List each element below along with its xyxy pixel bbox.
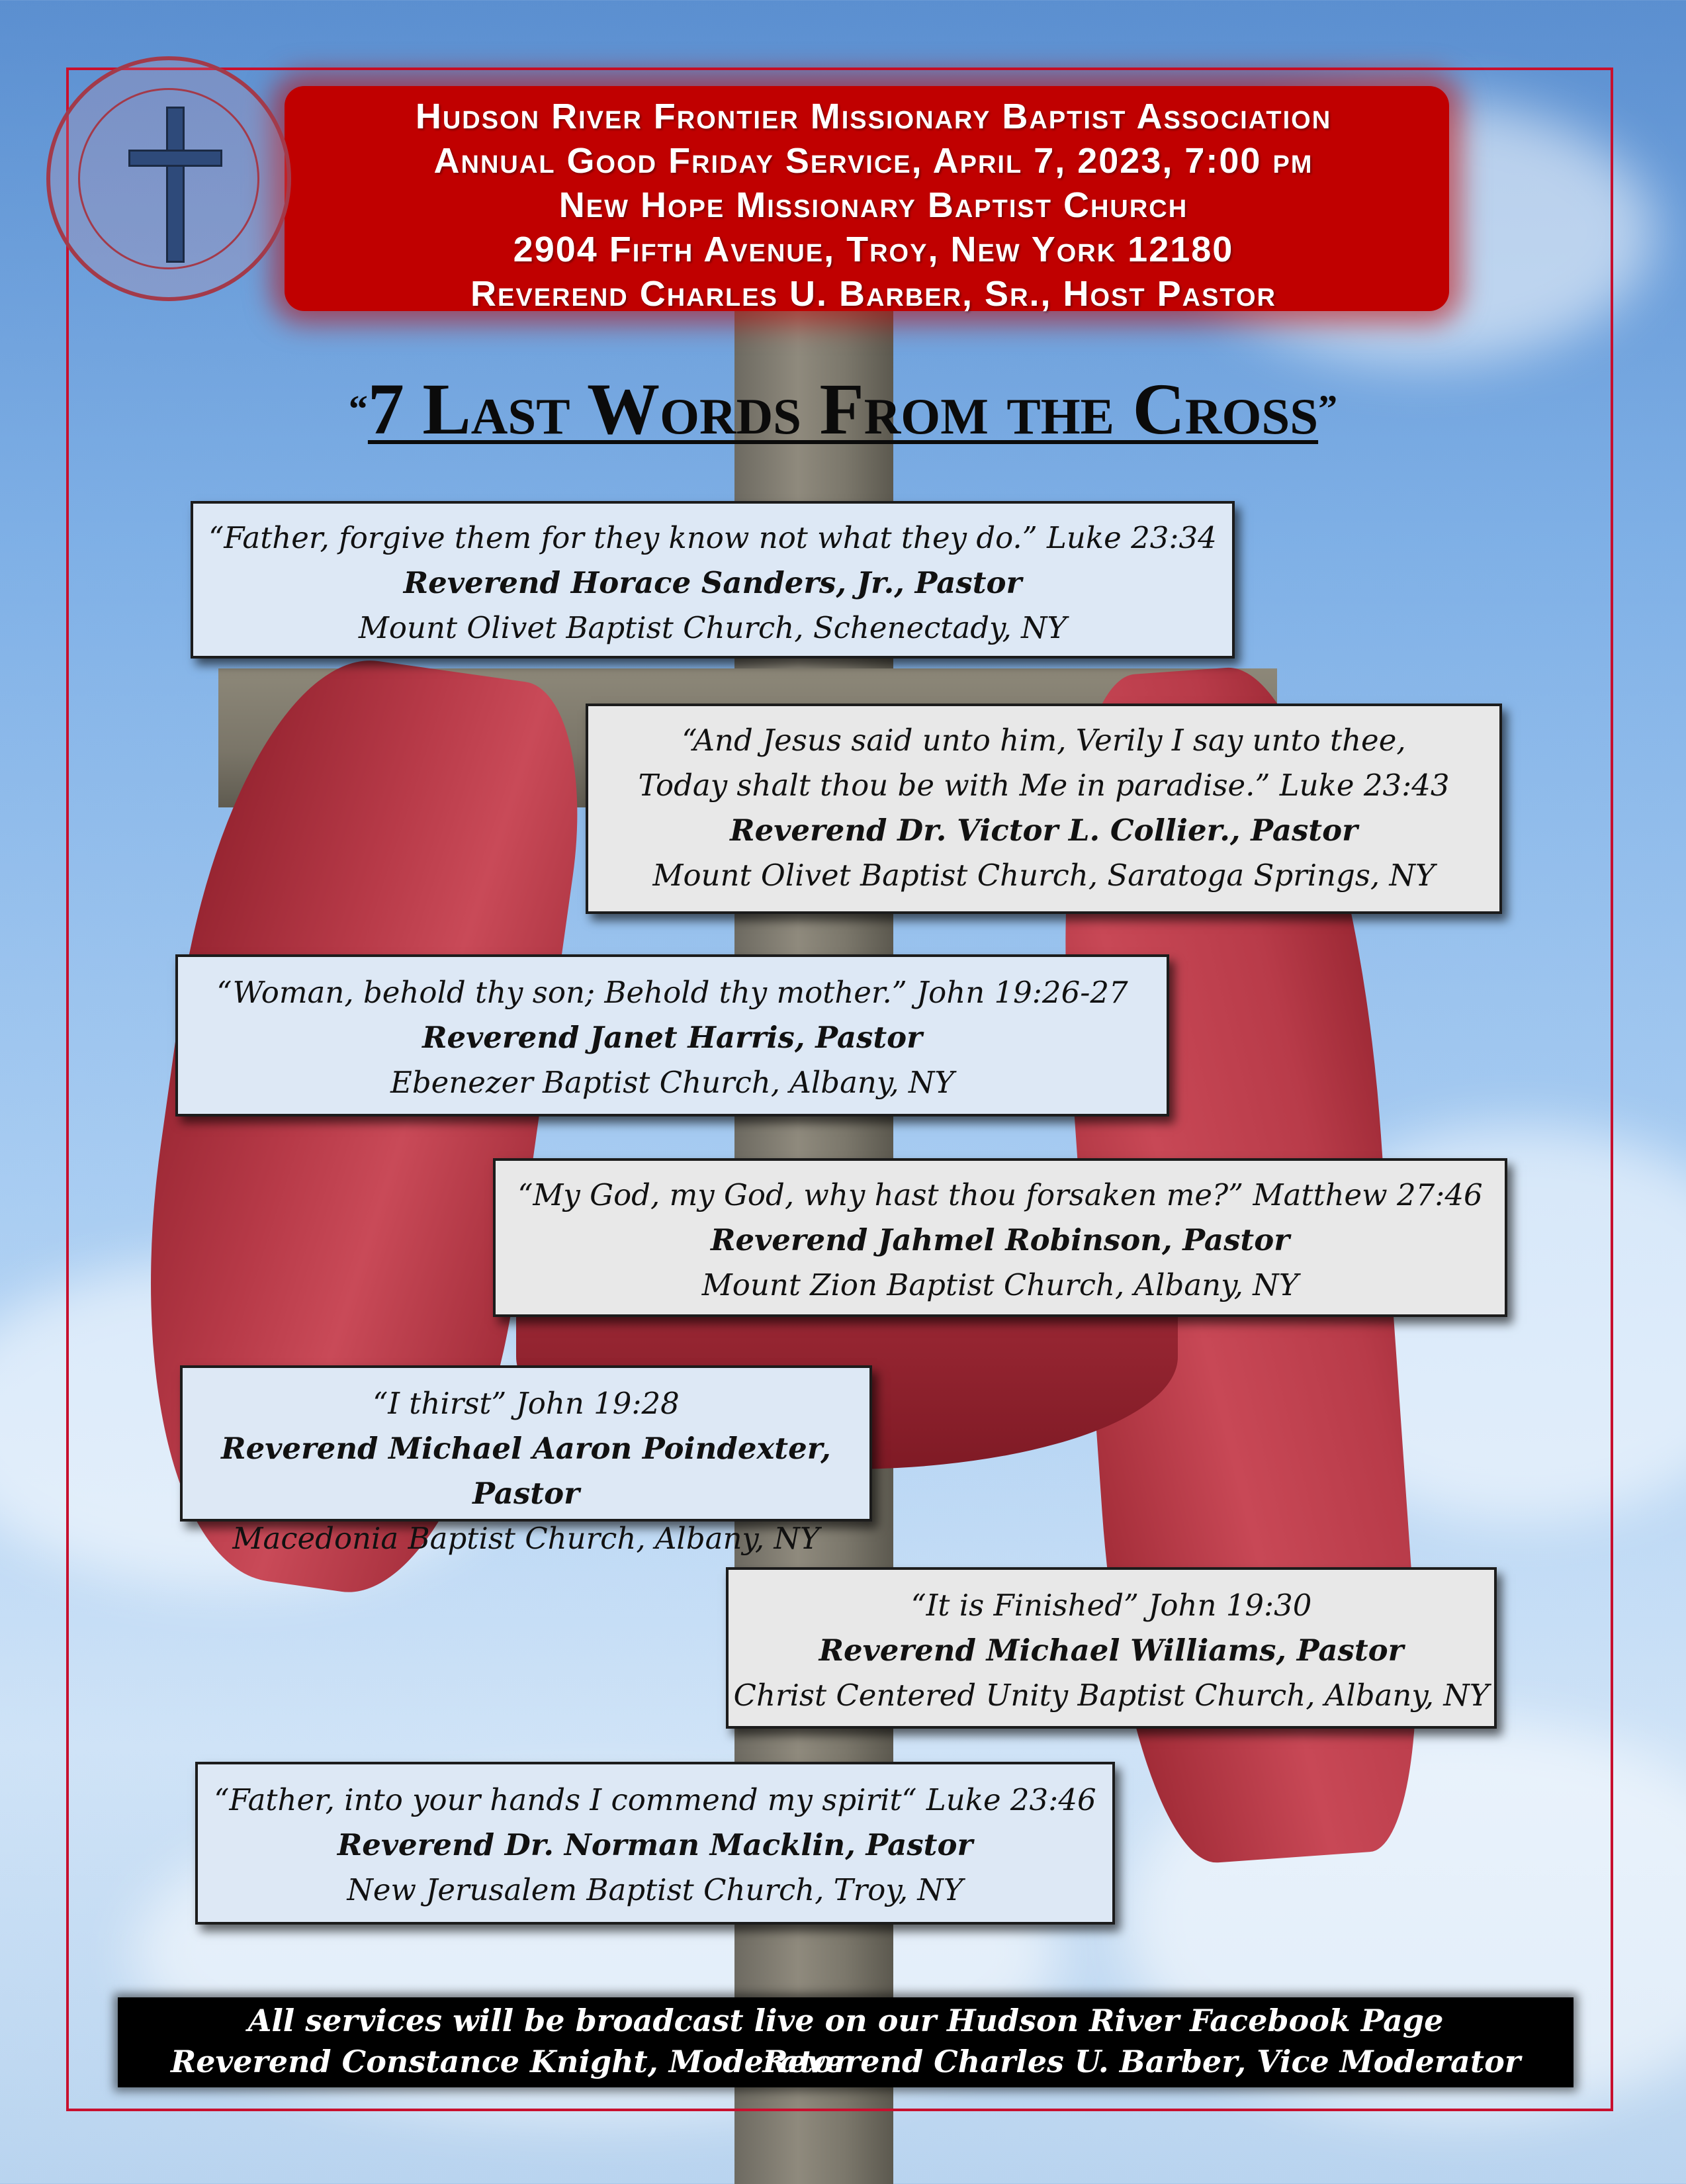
word-quote-cont: Today shalt thou be with Me in paradise.” Luke 23:43: [638, 768, 1450, 803]
vice-moderator: Reverend Charles U. Barber, Vice Moderator: [762, 2044, 1521, 2079]
word-speaker: Reverend Jahmel Robinson, Pastor: [711, 1222, 1290, 1257]
header-association: Hudson River Frontier Missionary Baptist Association: [415, 97, 1332, 136]
word-quote: “It is Finished” John 19:30: [910, 1588, 1312, 1623]
word-card-1: [191, 501, 1235, 659]
word-card-7: [195, 1762, 1115, 1925]
page-title: “7 Last Words From the Cross”: [348, 369, 1338, 449]
word-quote: “Woman, behold thy son; Behold thy mother.” John 19:26-27: [216, 975, 1128, 1010]
word-card-4: [493, 1158, 1507, 1317]
header-host-pastor: Reverend Charles U. Barber, Sr., Host Pastor: [470, 274, 1276, 314]
cross-icon: [166, 107, 185, 263]
word-church: Christ Centered Unity Baptist Church, Albany, NY: [733, 1678, 1489, 1713]
word-speaker: Reverend Horace Sanders, Jr., Pastor: [403, 565, 1022, 600]
word-church: Macedonia Baptist Church, Albany, NY: [232, 1521, 820, 1556]
header-address: 2904 Fifth Avenue, Troy, New York 12180: [513, 230, 1234, 269]
broadcast-notice: All services will be broadcast live on our Hudson River Facebook Page: [247, 2003, 1444, 2038]
word-quote: “And Jesus said unto him, Verily I say unto thee,: [682, 723, 1406, 758]
word-church: New Jerusalem Baptist Church, Troy, NY: [347, 1872, 963, 1907]
word-speaker: Reverend Dr. Norman Macklin, Pastor: [337, 1827, 973, 1862]
header-church: New Hope Missionary Baptist Church: [558, 185, 1188, 225]
word-speaker: Reverend Janet Harris, Pastor: [422, 1020, 922, 1055]
word-speaker: Reverend Michael Aaron Poindexter, Pastor: [221, 1431, 831, 1511]
word-church: Ebenezer Baptist Church, Albany, NY: [390, 1065, 955, 1100]
word-quote: “I thirst” John 19:28: [373, 1386, 680, 1421]
word-card-3: [175, 954, 1169, 1116]
word-quote: “My God, my God, why hast thou forsaken me?” Matthew 27:46: [517, 1177, 1483, 1212]
word-card-2: [586, 704, 1502, 914]
word-speaker: Reverend Michael Williams, Pastor: [819, 1633, 1404, 1668]
word-card-5: [180, 1365, 872, 1556]
word-church: Mount Olivet Baptist Church, Saratoga Springs, NY: [652, 858, 1435, 893]
word-church: Mount Zion Baptist Church, Albany, NY: [701, 1267, 1299, 1302]
word-card-6: [726, 1567, 1497, 1729]
word-speaker: Reverend Dr. Victor L. Collier., Pastor: [730, 813, 1358, 848]
word-quote: “Father, into your hands I commend my spirit“ Luke 23:46: [214, 1782, 1096, 1817]
word-quote: “Father, forgive them for they know not what they do.” Luke 23:34: [208, 520, 1217, 555]
header-service-date: Annual Good Friday Service, April 7, 2023, 7:00 pm: [433, 141, 1313, 181]
footer-banner: [118, 1997, 1574, 2087]
word-church: Mount Olivet Baptist Church, Schenectady, NY: [358, 610, 1067, 645]
moderator: Reverend Constance Knight, Moderator: [171, 2044, 850, 2079]
